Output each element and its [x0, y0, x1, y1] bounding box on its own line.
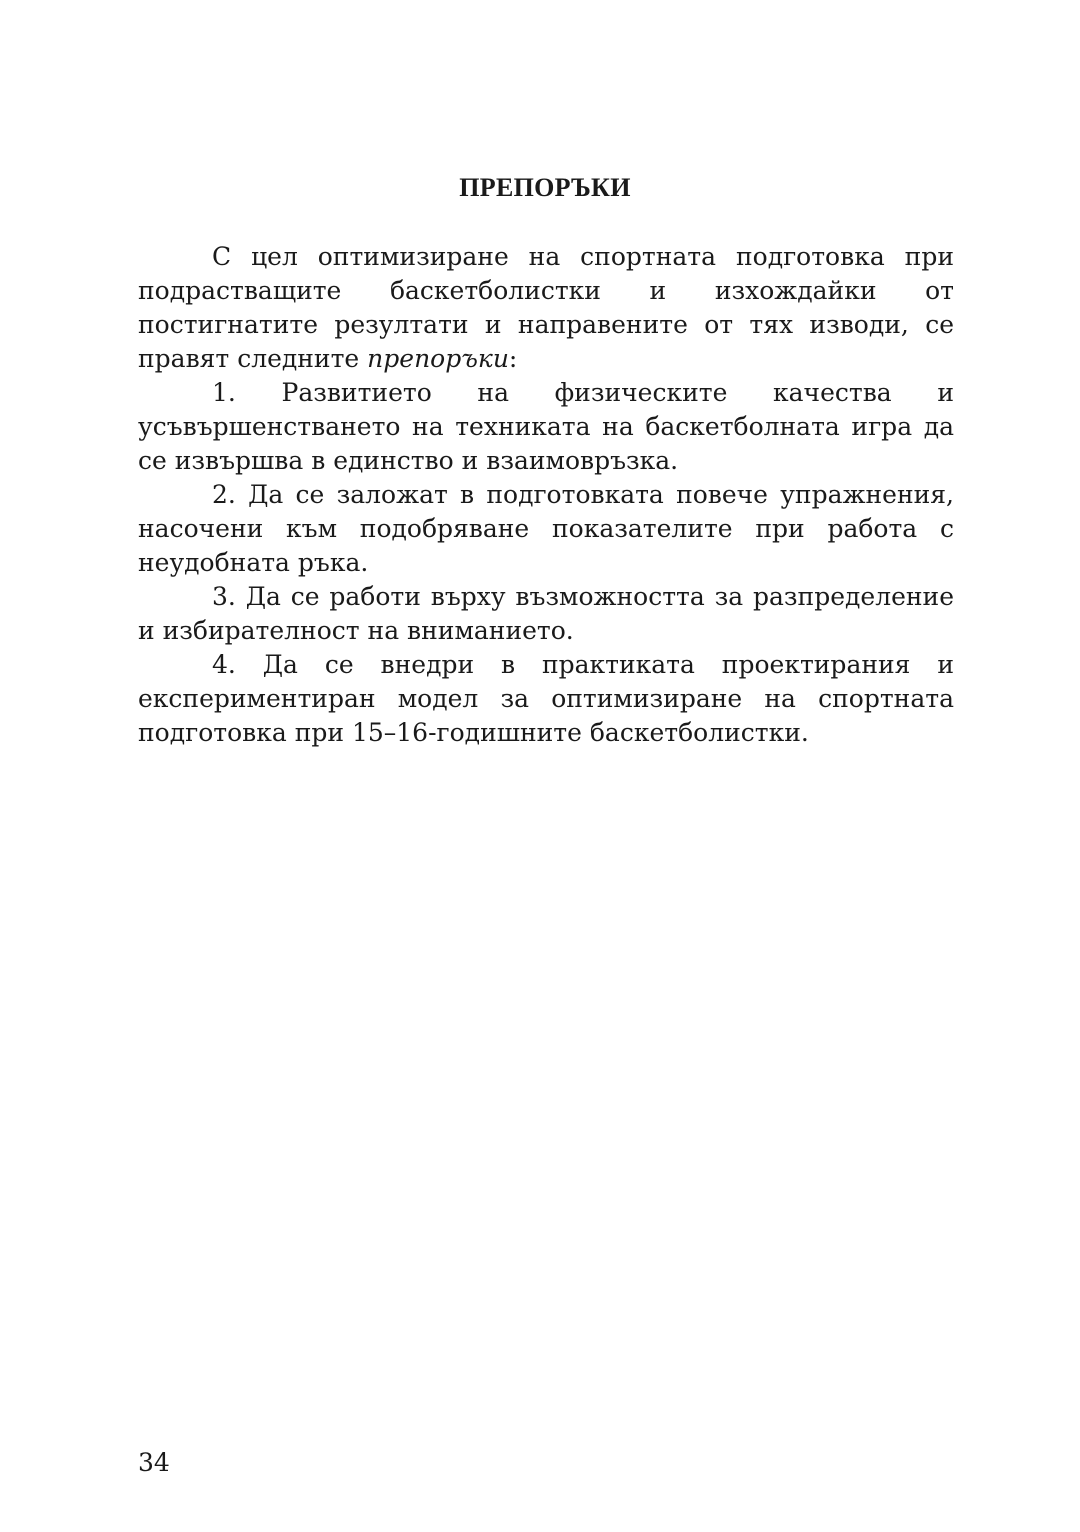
recommendation-item-2: 2. Да се заложат в подготовката повече упражнения, насочени към подобряване показателите при работа с неудобната ръка.: [138, 480, 954, 577]
page-title: ПРЕПОРЪКИ: [459, 173, 631, 202]
intro-suffix: :: [508, 344, 518, 373]
intro-emphasis: препоръки: [367, 344, 509, 373]
recommendation-item-4: 4. Да се внедри в практиката проектирания и експериментиран модел за оптимизиране на спортната подготовка при 15–16-годишните баскетболистки.: [138, 650, 954, 747]
page-number: 34: [138, 1448, 170, 1477]
recommendations-body: [138, 240, 954, 750]
recommendation-item-3: 3. Да се работи върху възможността за разпределение и избирателност на вниманието.: [138, 582, 954, 645]
intro-paragraph: [138, 240, 954, 376]
recommendation-item-1: 1. Развитието на физическите качества и усъвършенстването на техниката на баскетболната игра да се извършва в единство и взаимовръзка.: [138, 378, 954, 475]
intro-text: С цел оптимизиране на спортната подготовка при подрастващите баскетболистки и изхождайки от постигнатите резултати и направените от тях изводи, се правят следните: [138, 242, 954, 373]
